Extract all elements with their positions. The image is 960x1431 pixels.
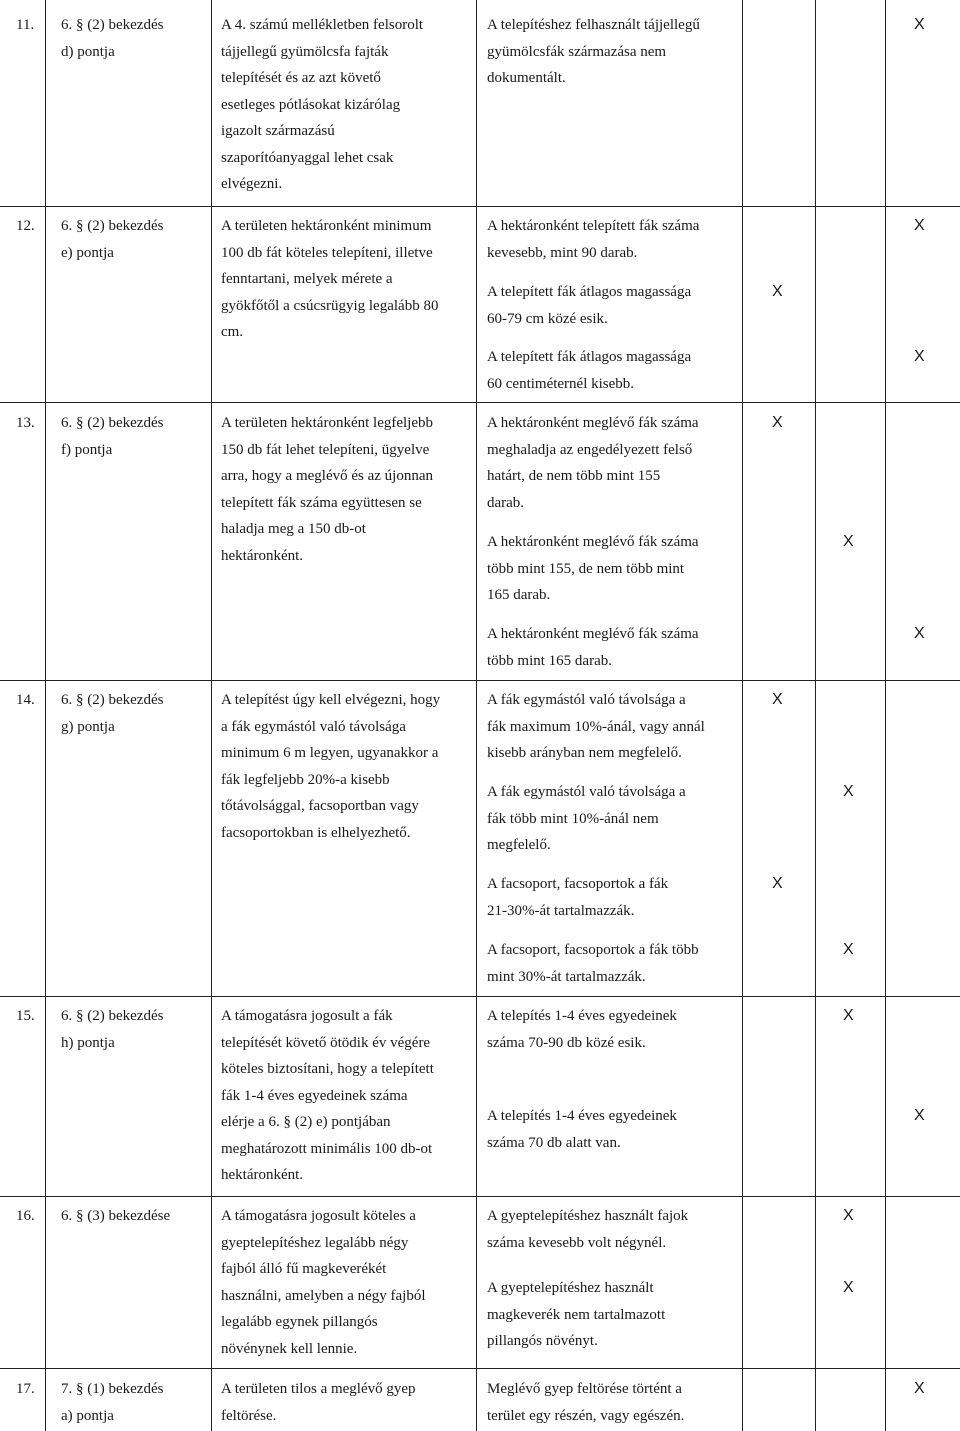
violation-criterion: A facsoport, facsoportok a fák több mint 30%-át tartalmazzák. (487, 942, 699, 985)
severity-mark: X (843, 1279, 854, 1296)
requirement-text: A telepítést úgy kell elvégezni, hogy a fák egymástól való távolsága minimum 6 m legyen, ugyanakkor a fák legfeljebb 20%-a kisebb tőtávolsággal, facsoportban vagy facsoportokban is elhelyezhető. (221, 692, 441, 841)
violation-criterion: A facsoport, facsoportok a fák 21-30%-át tartalmazzák. (487, 876, 669, 919)
severity-mark: X (914, 1380, 925, 1397)
column-divider (476, 0, 477, 1431)
row-divider (0, 206, 960, 207)
column-divider (742, 0, 743, 1431)
violation-criterion: A hektáronként telepített fák száma kevesebb, mint 90 darab. (487, 218, 700, 261)
column-divider (211, 0, 212, 1431)
requirement-text: A területen hektáronként minimum 100 db fát köteles telepíteni, illetve fenntartani, melyek mérete a gyökfőtől a csúcsrügyig legalább 80 cm. (221, 218, 439, 340)
legal-reference: 6. § (2) bekezdés f) pontja (61, 415, 164, 458)
requirement-text: A területen hektáronként legfeljebb 150 db fát lehet telepíteni, ügyelve arra, hogy a meglévő és az újonnan telepített fák száma együttesen se haladja meg a 150 db-ot hektáronként. (221, 415, 433, 564)
requirement-text: A támogatásra jogosult köteles a gyeptelepítéshez legalább négy fajból álló fű magkeverékét használni, amelyben a négy fajból legalább egynek pillangós növénynek kell lennie. (221, 1208, 426, 1357)
legal-reference: 6. § (2) bekezdés g) pontja (61, 692, 164, 735)
severity-mark: X (914, 1107, 925, 1124)
column-divider (815, 0, 816, 1431)
row-number: 15. (16, 1008, 35, 1024)
row-divider (0, 996, 960, 997)
row-divider (0, 1196, 960, 1197)
row-number: 11. (16, 17, 35, 33)
row-number: 13. (16, 415, 35, 431)
violation-criterion: A hektáronként meglévő fák száma több mint 155, de nem több mint 165 darab. (487, 534, 699, 603)
violation-criterion: A fák egymástól való távolsága a fák maximum 10%-ánál, vagy annál kisebb arányban nem megfelelő. (487, 692, 705, 761)
legal-reference: 6. § (2) bekezdés e) pontja (61, 218, 164, 261)
violation-criterion: A gyeptelepítéshez használt fajok száma kevesebb volt négynél. (487, 1208, 689, 1251)
row-number: 16. (16, 1208, 35, 1224)
legal-reference: 6. § (3) bekezdése (61, 1208, 171, 1224)
severity-mark: X (914, 348, 925, 365)
severity-mark: X (843, 783, 854, 800)
violation-criterion: A gyeptelepítéshez használt magkeverék nem tartalmazott pillangós növényt. (487, 1280, 666, 1349)
column-divider (885, 0, 886, 1431)
severity-mark: X (843, 941, 854, 958)
legal-reference: 6. § (2) bekezdés h) pontja (61, 1008, 164, 1051)
row-divider (0, 402, 960, 403)
row-number: 12. (16, 218, 35, 234)
row-number: 14. (16, 692, 35, 708)
severity-mark: X (772, 414, 783, 431)
severity-mark: X (772, 875, 783, 892)
violation-criterion: A telepítés 1-4 éves egyedeinek száma 70 db alatt van. (487, 1108, 677, 1151)
row-divider (0, 1368, 960, 1369)
row-number: 17. (16, 1381, 35, 1397)
severity-mark: X (843, 1007, 854, 1024)
severity-mark: X (772, 691, 783, 708)
severity-mark: X (843, 533, 854, 550)
severity-mark: X (914, 16, 925, 33)
violation-criterion: Meglévő gyep feltörése történt a terület egy részén, vagy egészén. (487, 1381, 685, 1424)
violation-criterion: A hektáronként meglévő fák száma meghaladja az engedélyezett felső határt, de nem több mint 155 darab. (487, 415, 699, 511)
violation-criterion: A fák egymástól való távolsága a fák több mint 10%-ánál nem megfelelő. (487, 784, 686, 853)
violation-criterion: A telepítés 1-4 éves egyedeinek száma 70-90 db közé esik. (487, 1008, 677, 1051)
violation-criterion: A hektáronként meglévő fák száma több mint 165 darab. (487, 626, 699, 669)
severity-mark: X (914, 217, 925, 234)
violation-criterion: A telepített fák átlagos magassága 60-79 cm közé esik. (487, 284, 692, 327)
legal-reference: 6. § (2) bekezdés d) pontja (61, 17, 164, 60)
severity-mark: X (914, 625, 925, 642)
requirement-text: A területen tilos a meglévő gyep feltörése. (221, 1381, 416, 1424)
severity-mark: X (772, 283, 783, 300)
severity-mark: X (843, 1207, 854, 1224)
requirement-text: A támogatásra jogosult a fák telepítését követő ötödik év végére köteles biztosítani, hogy a telepített fák 1-4 éves egyedeinek száma elérje a 6. § (2) e) pontjában meghatározott minimális 100 db-ot hektáronként. (221, 1008, 434, 1183)
violation-criterion: A telepítéshez felhasznált tájjellegű gyümölcsfák származása nem dokumentált. (487, 17, 700, 86)
row-divider (0, 680, 960, 681)
legal-reference: 7. § (1) bekezdés a) pontja (61, 1381, 164, 1424)
violation-criterion: A telepített fák átlagos magassága 60 centiméternél kisebb. (487, 349, 692, 392)
requirement-text: A 4. számú mellékletben felsorolt tájjellegű gyümölcsfa fajták telepítését és az azt követő esetleges pótlásokat kizárólag igazolt származású szaporítóanyaggal lehet csak elvégezni. (221, 17, 424, 192)
